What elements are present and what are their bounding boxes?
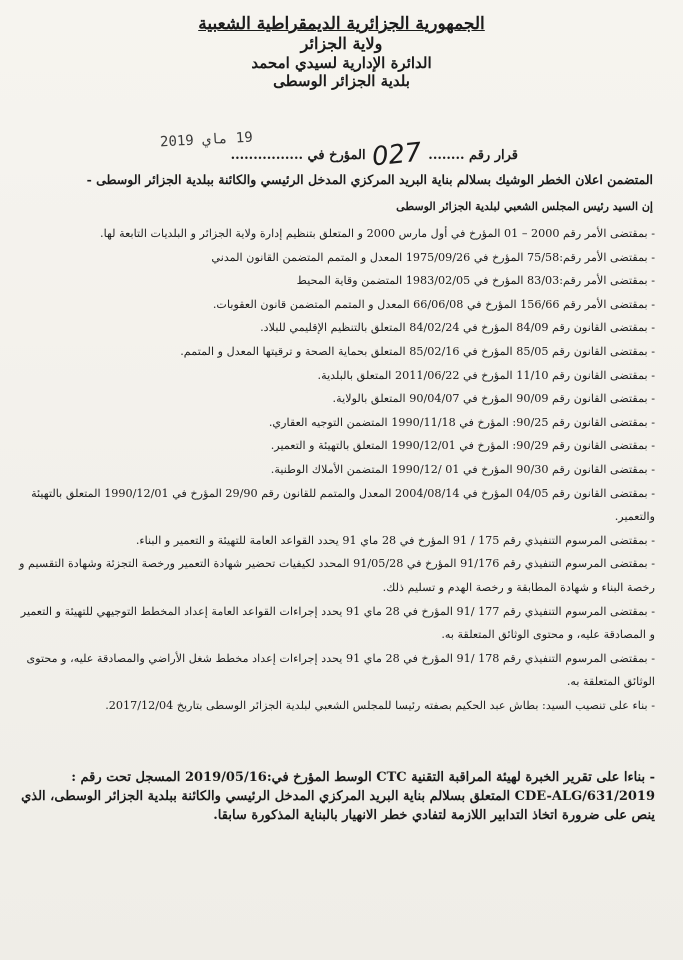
- decision-line: [230, 137, 518, 173]
- reference-item: - بمقتضى الأمر رقم 2000 – 01 المؤرخ في أول مارس 2000 و المتعلق بتنظيم إدارة ولاية الجزائر و البلديات التابعة لها.: [100, 227, 655, 240]
- decision-prefix: قرار رقم: [469, 148, 518, 163]
- intro-line: إن السيد رئيس المجلس الشعبي لبلدية الجزائر الوسطى: [396, 200, 653, 213]
- reference-item: - بمقتضى الأمر رقم:75/58 المؤرخ في 1975/09/26 المعدل و المتمم المتضمن القانون المدني: [211, 250, 655, 264]
- letterhead: [0, 14, 683, 90]
- reference-item: - بمقتضى الأمر رقم 156/66 المؤرخ في 66/06/08 المعدل و المتمم المتضمن قانون العقوبات.: [212, 297, 655, 311]
- date-stamp: 19 ماي 2019: [159, 129, 254, 151]
- expert-report-paragraph: - بناءا على تقرير الخبرة لهيئة المراقبة التقنية CTC الوسط المؤرخ في:2019/05/16 المسجل تحت رقم : 2019/CDE-ALG/631 المتعلق بسلالم بناية البريد المركزي المدخل الرئيسي والكائنة ببلدية الجزائر الوسطى، الذي ينص على ضرورة اتخاذ التدابير اللازمة لتفادي خطر الانهيار بالبناية المذكورة سابقا.: [21, 770, 655, 823]
- reference-item: - بمقتضى القانون رقم 85/05 المؤرخ في 85/02/16 المتعلق بحماية الصحة و ترقيتها المعدل و المتمم.: [180, 344, 655, 358]
- reference-item: - بمقتضى المرسوم التنفيذي رقم 178 /91 المؤرخ في 28 ماي 91 يحدد إجراءات إعداد مخطط شغل الأراضي والمصادقة عليه، و محتوى الوثائق المتعلقة به.: [26, 651, 655, 689]
- reference-item: - بمقتضى المرسوم التنفيذي رقم 91/176 المؤرخ في 91/05/28 المحدد لكيفيات تحضير شهادة التعمير ورخصة التجزئة وشهادة التقسيم و رخصة البناء و شهادة المطابقة و رخصة الهدم و تسليم ذلك.: [19, 557, 655, 594]
- reference-item: - بمقتضى المرسوم التنفيذي رقم 175 / 91 المؤرخ في 28 ماي 91 يحدد القواعد العامة للتهيئة و التعمير و البناء.: [135, 533, 655, 547]
- decision-subject: المتضمن اعلان الخطر الوشيك بسلالم بناية البريد المركزي المدخل الرئيسي والكائنة ببلدية الجزائر الوسطى -: [86, 172, 653, 187]
- reference-item: - بمقتضى القانون رقم 90/29: المؤرخ في 1990/12/01 المتعلق بالتهيئة و التعمير.: [270, 439, 655, 453]
- reference-item: - بمقتضى المرسوم التنفيذي رقم 177 /91 المؤرخ في 28 ماي 91 يحدد إجراءات القواعد العامة إعداد المخطط التوجيهي للتهيئة و التعمير و المصادقة عليه، و محتوى الوثائق المتعلقة به.: [20, 604, 655, 642]
- decision-dots: ........: [428, 148, 465, 163]
- reference-item: - بمقتضى القانون رقم 11/10 المؤرخ في 2011/06/22 المتعلق بالبلدية.: [317, 368, 655, 382]
- daira-title: الدائرة الإدارية لسيدي امحمد: [251, 53, 432, 72]
- decision-date-dots: ................: [230, 148, 303, 163]
- reference-item: - بمقتضى القانون رقم 04/05 المؤرخ في 2004/08/14 المعدل والمتمم للقانون رقم 29/90 المؤرخ في 1990/12/01 المتعلق بالتهيئة والتعمير.: [31, 486, 655, 524]
- legal-references: [13, 222, 655, 717]
- reference-item: - بمقتضى القانون رقم 90/30 المؤرخ في 01 /1990/12 المتضمن الأملاك الوطنية.: [270, 462, 655, 476]
- republic-title: الجمهورية الجزائرية الديمقراطية الشعبية: [198, 14, 485, 34]
- reference-item: - بمقتضى القانون رقم 84/09 المؤرخ في 84/02/24 المتعلق بالتنظيم الإقليمي للبلاد.: [260, 321, 655, 335]
- wilaya-title: ولاية الجزائر: [300, 34, 383, 54]
- commune-title: بلدية الجزائر الوسطى: [273, 71, 410, 90]
- decision-number: 027: [370, 137, 424, 173]
- reference-item: - بمقتضى الأمر رقم:83/03 المؤرخ في 1983/02/05 المتضمن وقاية المحيط: [296, 274, 655, 288]
- decision-dated-label: المؤرخ في: [307, 148, 366, 163]
- reference-item: - بناء على تنصيب السيد: بطاش عبد الحكيم بصفته رئيسا للمجلس الشعبي لبلدية الجزائر الوسطى بتاريخ 2017/12/04.: [105, 698, 655, 712]
- reference-item: - بمقتضى القانون رقم 90/25: المؤرخ في 1990/11/18 المتضمن التوجيه العقاري.: [268, 415, 655, 429]
- reference-item: - بمقتضى القانون رقم 90/09 المؤرخ في 90/04/07 المتعلق بالولاية.: [332, 392, 655, 406]
